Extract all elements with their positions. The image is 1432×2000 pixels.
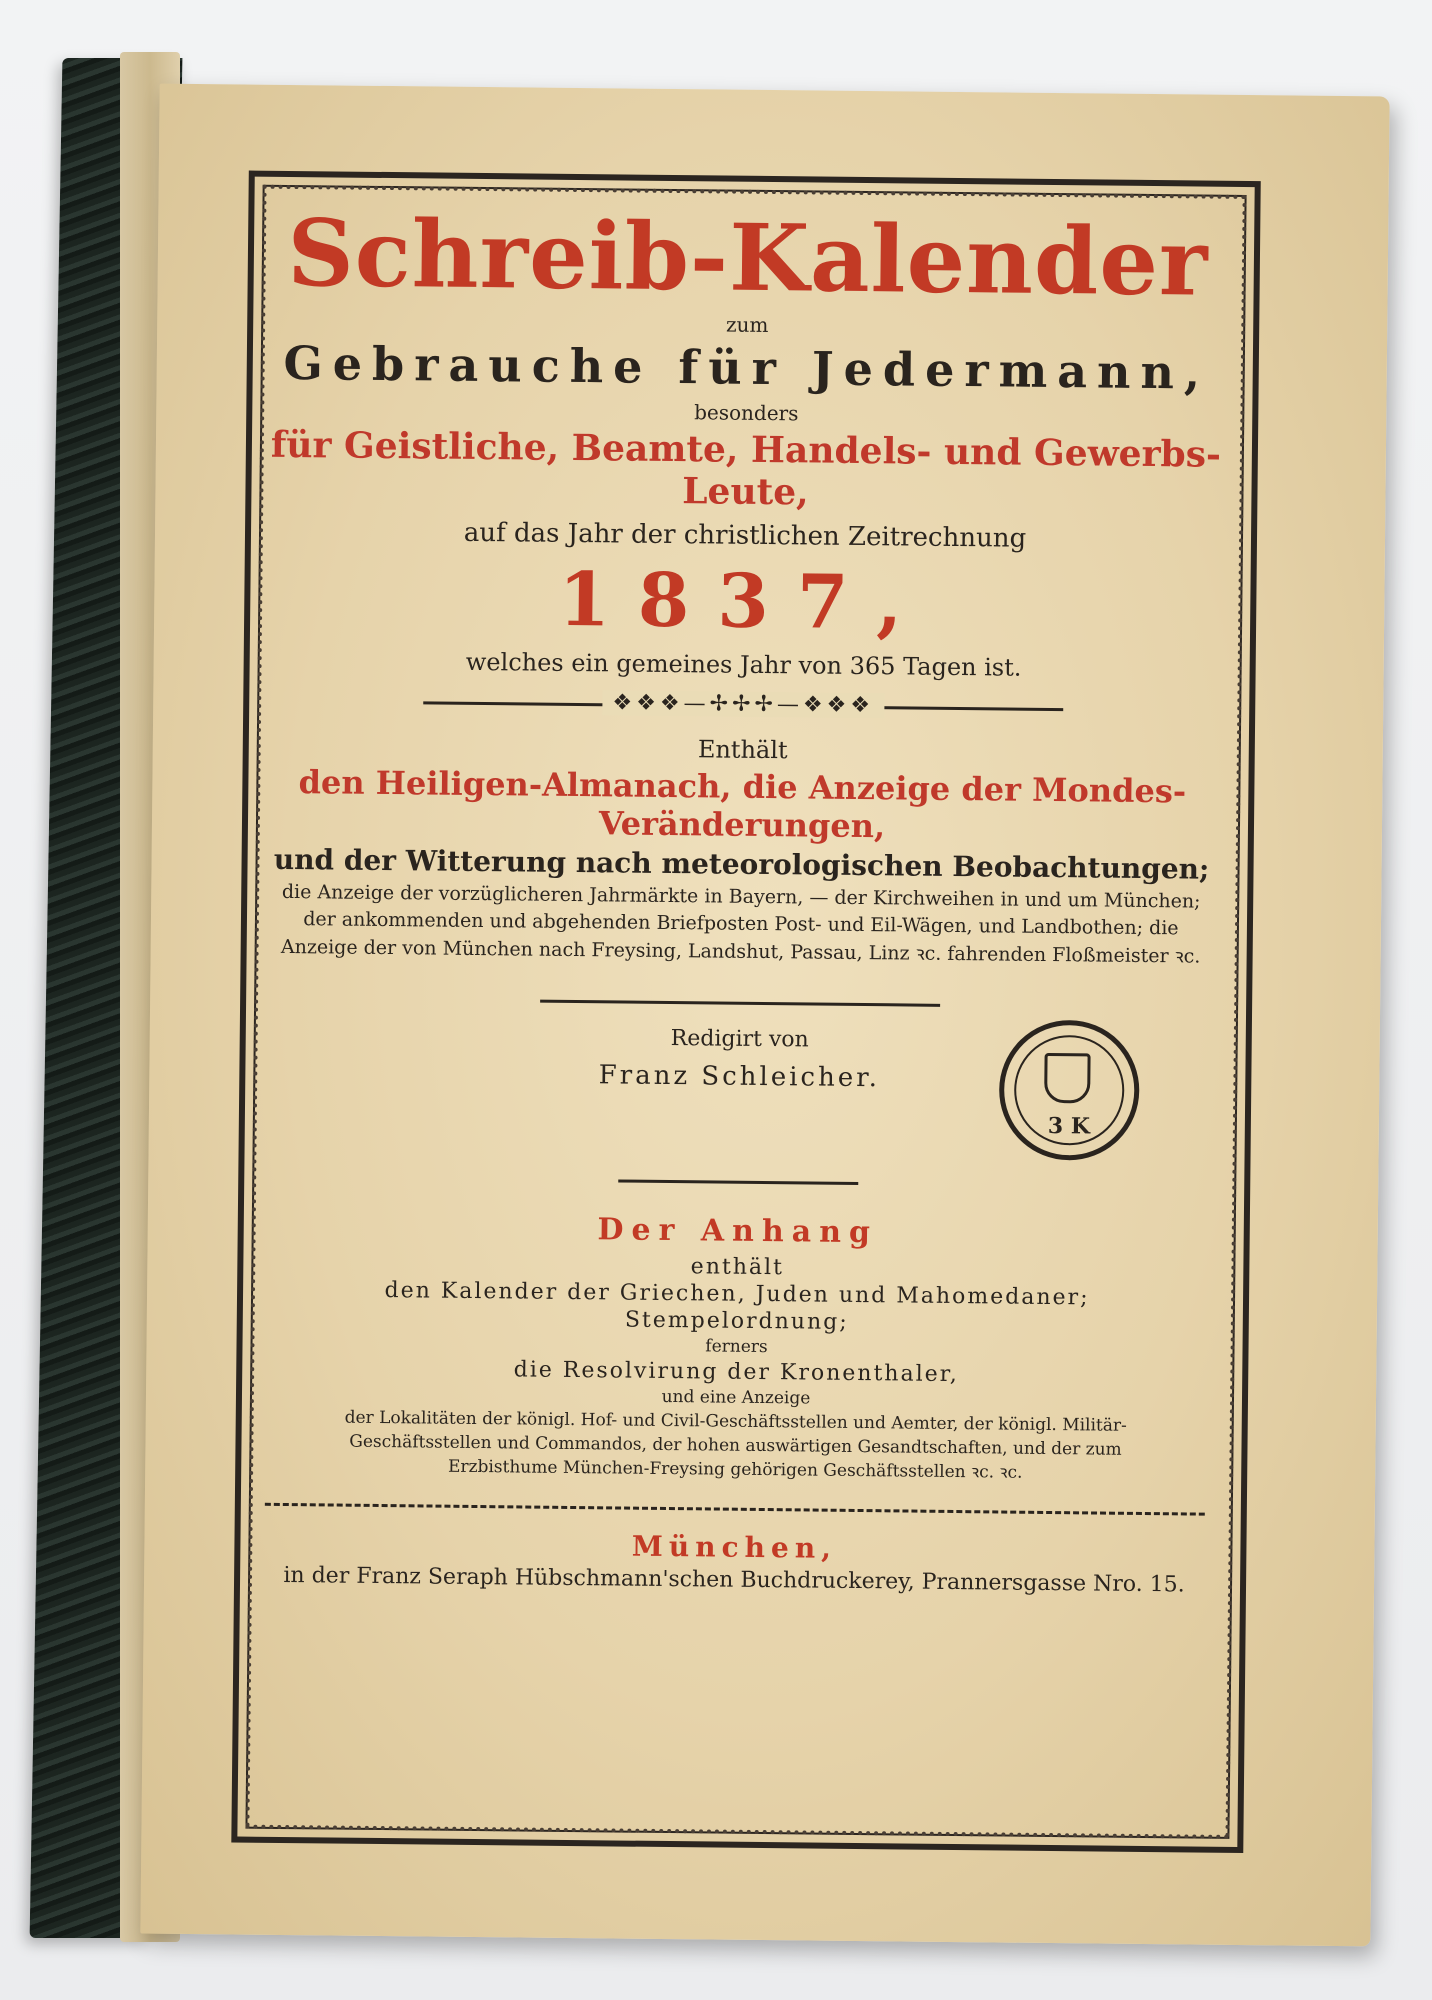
line-witterung: und der Witterung nach meteorologischen Beobachtungen; [273,842,1210,886]
byline-block [258,1021,1219,1171]
line-geistliche: für Geistliche, Beamte, Handels- und Gewerbs-Leute, [270,423,1222,514]
editor-name: Franz Schleicher. [598,1059,881,1093]
line-gebrauche: Gebrauche für Jedermann, [283,335,1211,400]
anhang-und-eine: und eine Anzeige [661,1387,811,1409]
cover-year: 1837, [558,556,931,647]
line-briefposten: der ankommenden und abgehenden Briefposten Post- und Eil-Wägen, und Landbothen; die [303,908,1179,940]
ornament-glyphs: ❖❖❖—✢✢✢—❖❖❖ [602,690,884,718]
cover-title: Schreib-Kalender [286,198,1210,317]
line-jahr: auf das Jahr der christlichen Zeitrechnung [463,517,1027,554]
anhang-erzbisthum: Erzbisthume München-Freysing gehörigen Geschäftsstellen ꝛc. ꝛc. [447,1456,1023,1483]
book-cover [140,84,1389,1947]
line-enthaelt: Enthält [697,734,788,764]
crest-icon [1044,1052,1091,1102]
title-page [254,198,1228,1600]
anhang-lokalitaeten: der Lokalitäten der königl. Hof- und Civil-Geschäftsstellen und Aemter, der königl. Militär- [344,1408,1127,1437]
ornament-rule [423,689,1063,733]
line-zum: zum [725,312,769,337]
anhang-ferners: ferners [705,1335,768,1357]
imprint-press: in der Franz Seraph Hübschmann'schen Buchdruckerey, Prannersgasse Nro. 15. [283,1563,1185,1598]
anhang-heading: Der Anhang [597,1211,879,1250]
anhang-enthaelt: enthält [690,1253,785,1280]
anhang-kalender: den Kalender der Griechen, Juden und Mahomedaner; [384,1277,1090,1310]
line-almanach: den Heiligen-Almanach, die Anzeige der Mondes-Veränderungen, [298,762,1187,845]
line-besonders: besonders [694,399,799,425]
line-flossmeister: Anzeige der von München nach Freysing, Landshut, Passau, Linz ꝛc. fahrenden Floßmeister ꝛc. [280,935,1201,968]
line-jahrmaerkte: die Anzeige der vorzüglicheren Jahrmärkte in Bayern, — der Kirchweihen in und um München; [281,880,1201,913]
divider-rule [540,999,940,1006]
line-gemeines: welches ein gemeines Jahr von 365 Tagen ist. [465,647,1022,682]
stamp-value: 3 K [1047,1112,1091,1139]
anhang-stempel: Stempelordnung; [624,1307,849,1335]
imprint-city: München, [631,1529,838,1565]
short-rule [618,1179,858,1185]
anhang-geschaefte: Geschäftsstellen und Commandos, der hohen auswärtigen Gesandtschaften, und der zum [349,1431,1122,1461]
anhang-resolvirung: die Resolvirung der Kronenthaler, [513,1357,959,1388]
line-redigirt: Redigirt von [670,1025,809,1052]
wavy-rule [265,1503,1205,1516]
tax-stamp [999,1019,1140,1160]
